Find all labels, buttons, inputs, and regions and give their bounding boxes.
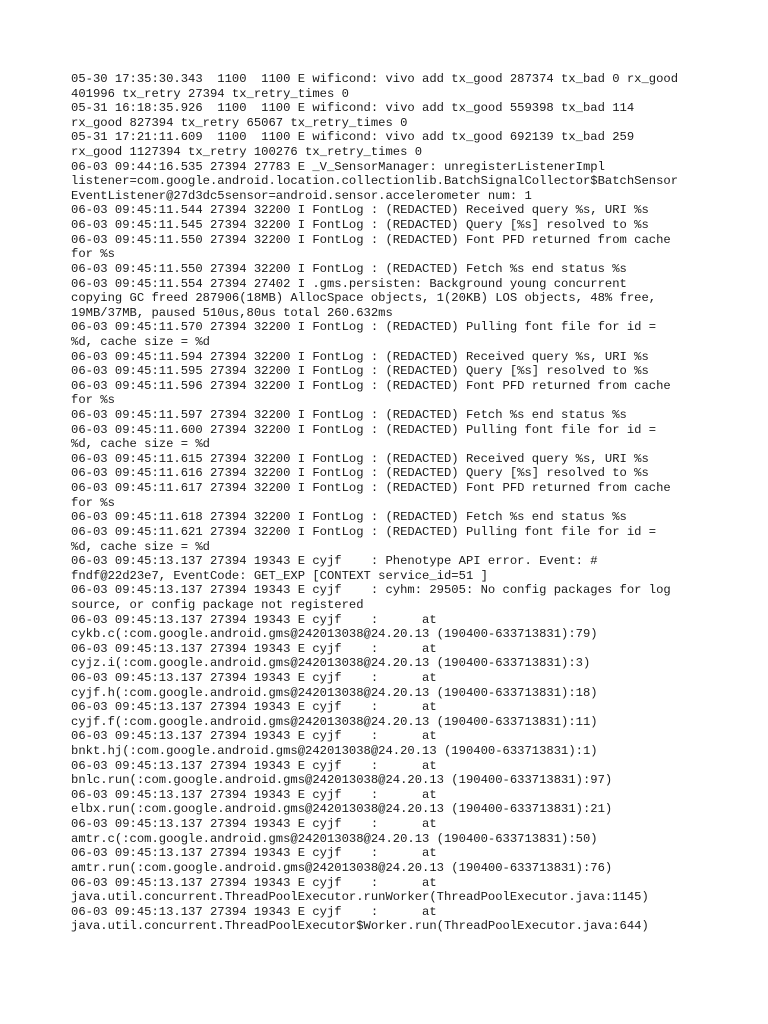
log-line: 06-03 09:45:11.550 27394 32200 I FontLog : (REDACTED) Font PFD returned from cache	[71, 232, 671, 247]
log-line: %d, cache size = %d	[71, 334, 210, 349]
log-line: 06-03 09:45:11.616 27394 32200 I FontLog : (REDACTED) Query [%s] resolved to %s	[71, 466, 649, 481]
log-line: cyjf.f(:com.google.android.gms@242013038@24.20.13 (190400-633713831):11)	[71, 714, 598, 729]
log-line: fndf@22d23e7, EventCode: GET_EXP [CONTEXT service_id=51 ]	[71, 568, 488, 583]
log-line: 06-03 09:45:13.137 27394 19343 E cyjf : at	[71, 641, 437, 656]
log-line: 06-03 09:45:11.544 27394 32200 I FontLog : (REDACTED) Received query %s, URI %s	[71, 203, 649, 218]
log-line: for %s	[71, 495, 115, 510]
log-line: 06-03 09:44:16.535 27394 27783 E _V_SensorManager: unregisterListenerImpl	[71, 159, 605, 174]
log-line: 06-03 09:45:11.554 27394 27402 I .gms.persisten: Background young concurrent	[71, 276, 627, 291]
log-line: elbx.run(:com.google.android.gms@242013038@24.20.13 (190400-633713831):21)	[71, 802, 613, 817]
log-line: 06-03 09:45:13.137 27394 19343 E cyjf : at	[71, 904, 437, 919]
log-line: copying GC freed 287906(18MB) AllocSpace objects, 1(20KB) LOS objects, 48% free,	[71, 291, 657, 306]
log-line: 06-03 09:45:11.621 27394 32200 I FontLog : (REDACTED) Pulling font file for id =	[71, 524, 657, 539]
log-line: 06-03 09:45:11.617 27394 32200 I FontLog : (REDACTED) Font PFD returned from cache	[71, 481, 671, 496]
log-line: 06-03 09:45:11.618 27394 32200 I FontLog : (REDACTED) Fetch %s end status %s	[71, 510, 627, 525]
log-line: amtr.run(:com.google.android.gms@242013038@24.20.13 (190400-633713831):76)	[71, 860, 613, 875]
log-line: %d, cache size = %d	[71, 539, 210, 554]
log-line: 06-03 09:45:13.137 27394 19343 E cyjf : at	[71, 612, 437, 627]
log-line: bnlc.run(:com.google.android.gms@242013038@24.20.13 (190400-633713831):97)	[71, 773, 613, 788]
log-line: 06-03 09:45:13.137 27394 19343 E cyjf : Phenotype API error. Event: #	[71, 554, 598, 569]
log-line: source, or config package not registered	[71, 597, 364, 612]
log-line: 06-03 09:45:13.137 27394 19343 E cyjf : cyhm: 29505: No config packages for log	[71, 583, 671, 598]
log-line: cyjf.h(:com.google.android.gms@242013038@24.20.13 (190400-633713831):18)	[71, 685, 598, 700]
log-line: 06-03 09:45:13.137 27394 19343 E cyjf : at	[71, 846, 437, 861]
log-line: 06-03 09:45:11.570 27394 32200 I FontLog : (REDACTED) Pulling font file for id =	[71, 320, 657, 335]
log-line: for %s	[71, 247, 115, 262]
log-line: 06-03 09:45:13.137 27394 19343 E cyjf : at	[71, 787, 437, 802]
log-line: %d, cache size = %d	[71, 437, 210, 452]
log-line: 06-03 09:45:13.137 27394 19343 E cyjf : at	[71, 817, 437, 832]
log-line: for %s	[71, 393, 115, 408]
log-line: 06-03 09:45:11.594 27394 32200 I FontLog : (REDACTED) Received query %s, URI %s	[71, 349, 649, 364]
log-line: 401996 tx_retry 27394 tx_retry_times 0	[71, 86, 349, 101]
log-line: 06-03 09:45:13.137 27394 19343 E cyjf : at	[71, 729, 437, 744]
log-line: java.util.concurrent.ThreadPoolExecutor$Worker.run(ThreadPoolExecutor.java:644)	[71, 919, 649, 934]
log-line: listener=com.google.android.location.collectionlib.BatchSignalCollector$BatchSensor	[71, 174, 679, 189]
log-line: 06-03 09:45:13.137 27394 19343 E cyjf : at	[71, 758, 437, 773]
log-line: bnkt.hj(:com.google.android.gms@242013038@24.20.13 (190400-633713831):1)	[71, 744, 598, 759]
log-line: 06-03 09:45:11.597 27394 32200 I FontLog : (REDACTED) Fetch %s end status %s	[71, 408, 627, 423]
log-line: 19MB/37MB, paused 510us,80us total 260.632ms	[71, 305, 393, 320]
log-line: cyjz.i(:com.google.android.gms@242013038@24.20.13 (190400-633713831):3)	[71, 656, 591, 671]
log-line: 05-31 17:21:11.609 1100 1100 E wificond: vivo add tx_good 692139 tx_bad 259	[71, 130, 635, 145]
log-line: rx_good 1127394 tx_retry 100276 tx_retry_times 0	[71, 145, 423, 160]
log-line: 06-03 09:45:11.545 27394 32200 I FontLog : (REDACTED) Query [%s] resolved to %s	[71, 218, 649, 233]
log-document	[71, 72, 711, 934]
log-line: java.util.concurrent.ThreadPoolExecutor.runWorker(ThreadPoolExecutor.java:1145)	[71, 890, 649, 905]
log-line: 05-31 16:18:35.926 1100 1100 E wificond: vivo add tx_good 559398 tx_bad 114	[71, 101, 635, 116]
log-line: 06-03 09:45:11.550 27394 32200 I FontLog : (REDACTED) Fetch %s end status %s	[71, 261, 627, 276]
log-line: EventListener@27d3dc5sensor=android.sensor.accelerometer num: 1	[71, 188, 532, 203]
log-line: 06-03 09:45:13.137 27394 19343 E cyjf : at	[71, 670, 437, 685]
log-line: 06-03 09:45:11.600 27394 32200 I FontLog : (REDACTED) Pulling font file for id =	[71, 422, 657, 437]
log-line: 06-03 09:45:11.596 27394 32200 I FontLog : (REDACTED) Font PFD returned from cache	[71, 378, 671, 393]
log-line: 06-03 09:45:13.137 27394 19343 E cyjf : at	[71, 875, 437, 890]
log-line: 06-03 09:45:13.137 27394 19343 E cyjf : at	[71, 700, 437, 715]
log-line: 06-03 09:45:11.595 27394 32200 I FontLog : (REDACTED) Query [%s] resolved to %s	[71, 364, 649, 379]
log-line: amtr.c(:com.google.android.gms@242013038@24.20.13 (190400-633713831):50)	[71, 831, 598, 846]
log-line: cykb.c(:com.google.android.gms@242013038@24.20.13 (190400-633713831):79)	[71, 627, 598, 642]
log-line: 05-30 17:35:30.343 1100 1100 E wificond: vivo add tx_good 287374 tx_bad 0 rx_good	[71, 72, 679, 86]
log-line: 06-03 09:45:11.615 27394 32200 I FontLog : (REDACTED) Received query %s, URI %s	[71, 451, 649, 466]
log-line: rx_good 827394 tx_retry 65067 tx_retry_times 0	[71, 115, 408, 130]
